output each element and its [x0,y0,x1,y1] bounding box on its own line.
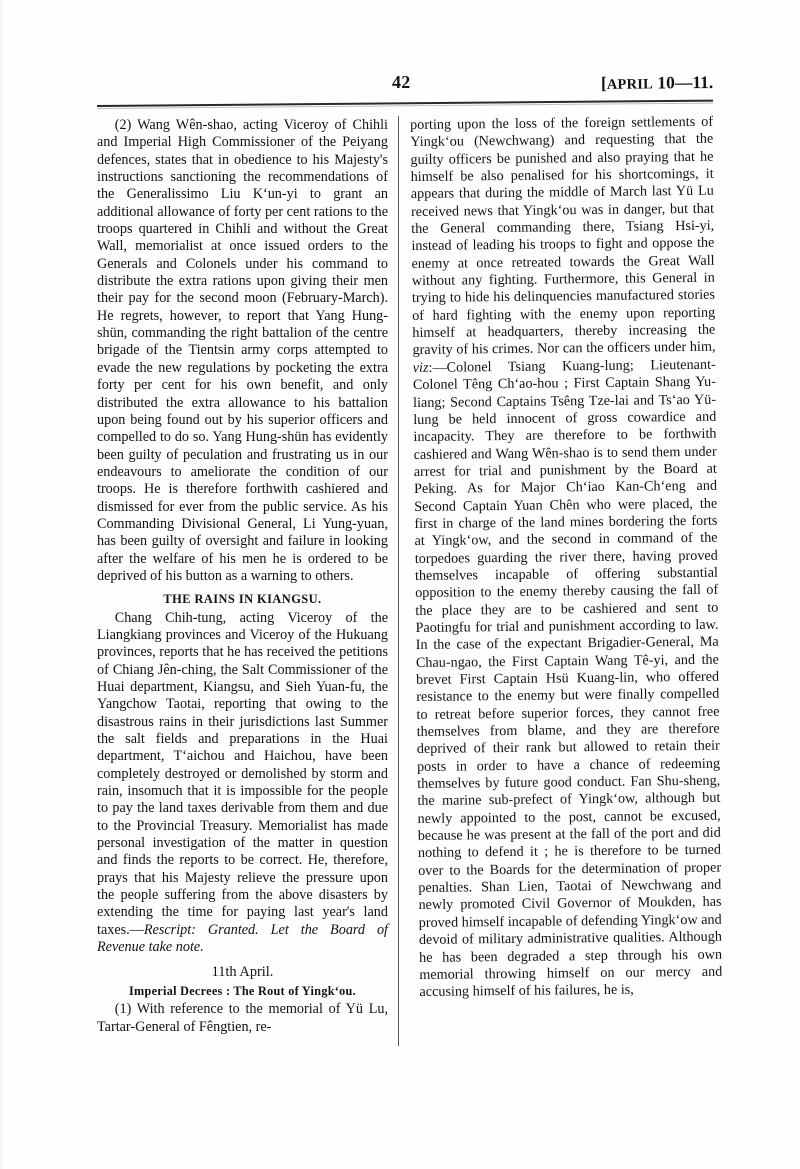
running-head-date-range [601,72,713,94]
column-divider-rule [398,116,399,1046]
header-rule [97,100,713,107]
right-text-column [410,114,723,1002]
running-head [96,72,721,96]
running-head-days: 10—11. [652,72,714,93]
decree-heading-rout-of-yingkou: Imperial Decrees : The Rout of Yingk‘ou. [129,983,356,998]
page-folio-number: 42 [392,72,411,92]
date-heading-11th-april: 11th April. [211,963,274,980]
paragraph-yingkou-part-1: porting upon the loss of the foreign settlements of Yingk‘ou (Newchwang) and requesting that the guilty officers be punished and also praying that he himself be also penalised for his shortcomings, it appears that during the middle of March last Yü Lu received news that Yingk‘ou was in danger, but that the General commanding there, Tsiang Hsi-yi, instead of leading his troops to fight and oppose the enemy at once retreated towards the Great Wall without any fighting. Furthermore, this General in trying to hide his delinquencies manufactured stories of hard fighting with the enemy upon reporting himself at headquarters, thereby increasing the gravity of his crimes. Nor can the officers under him, [410,113,716,359]
viz-italic-abbreviation: viz [412,359,429,376]
left-text-column [97,117,388,1036]
scan-edge-shadow [0,0,3,1169]
paragraph-yingkou-continuation [410,114,723,1002]
paragraph-wang-wen-shao: (2) Wang Wên-shao, acting Viceroy of Chihli and Imperial High Commissioner of the Peiyang defences, states that in obedience to his Majesty's instructions sanctioning the recommendations of the Generalissimo Liu K‘un-yi to grant an additional allowance of forty per cent rations to the troops quartered in Chihli and without the Great Wall, memorialist at once issued orders to the Generals and Colonels under his command to distribute the extra rations upon giving their men their pay for the second moon (February-March). He regrets, however, to report that Yang Hung-shün, commanding the right battalion of the centre brigade of the Tientsin army corps attempted to evade the new regulations by pocketing the extra forty per cent for his own benefit, and only distributed the extra allowance to his battalion upon being found out by his superior officers and compelled to do so. Yang Hung-shün has evidently been guilty of peculation and frustrating us in our endeavours to ameliorate the condition of our troops. He is therefore forthwith cashiered and dismissed for ever from the public service. As his Commanding Divisional General, Li Yung-yuan, has been guilty of oversight and failure in looking after the welfare of his men he is ordered to be deprived of his button as a warning to others. [97,117,388,584]
section-heading-rains-in-kiangsu: THE RAINS IN KIANGSU. [163,592,322,607]
paragraph-yingkou-part-2: :—Colonel Tsiang Kuang-lung; Lieutenant-Colonel Têng Ch‘ao-hou ; First Captain Shang Yu-liang; Second Captains Tsêng Tze-lai and Ts‘ao Yü-lung be held innocent of gross cowardice and incapacity. They are therefore to be forthwith cashiered and Wang Wên-shao is to send them under arrest for trial and punishment by the Board at Peking. As for Major Ch‘iao Kan-Ch‘eng and Second Captain Yuan Chên who were placed, the first in charge of the land mines bordering the forts at Yingk‘ow, and the second in command of the torpedoes guarding the river there, having proved themselves incapable of offering substantial opposition to the enemy thereby causing the fall of the place they are to be cashiered and sent to Paotingfu for trial and punishment according to law. In the case of the expectant Brigadier-General, Ma Chau-ngao, the First Captain Wang Tê-yi, and the brevet First Captain Hsü Kuang-lin, who offered resistance to the enemy but were finally compelled to retreat before superior forces, they cannot free themselves from blame, and they are therefore deprived of their rank but allowed to retain their posts in order to have a chance of redeeming themselves by future good conduct. Fan Shu-sheng, the marine sub-prefect of Yingk‘ow, although but newly appointed to the post, cannot be excused, because he was present at the fall of the port and did nothing to defend it ; he is therefore to be turned over to the Boards for the determination of proper penalties. Shan Lien, Taotai of Newchwang and newly promoted Civil Governor of Moukden, has proved himself incapable of defending Yingk‘ow and devoid of military administrative qualities. Although he has been degraded a step through his own memorial throwing himself on our mercy and accusing himself of his failures, he is, [412,356,723,1001]
running-head-month: APRIL [606,76,653,93]
paragraph-yu-lu-memorial: (1) With reference to the memorial of Yü Lu, Tartar-General of Fêngtien, re- [97,1001,388,1035]
rescript-italic-note: Rescript: Granted. Let the Board of Revenue take note. [97,921,388,956]
paragraph-chang-chih-tung [97,610,388,957]
paragraph-chang-chih-tung-body: Chang Chih-tung, acting Viceroy of the Liangkiang provinces and Viceroy of the Hukuang provinces, reports that he has received the petitions of Chiang Jên-ching, the Salt Commissioner of the Huai department, Kiangsu, and Sieh Yuan-fu, the Yangchow Taotai, reporting that owing to the disastrous rains in their jurisdictions last Summer the salt fields and preparations in the Huai department, T‘aichou and Haichou, have been completely destroyed or demolished by storm and rain, insomuch that it is impossible for the people to pay the land taxes derivable from them and due to the Provincial Treasury. Memorialist has made personal investigation of the matter in question and finds the reports to be correct. He, therefore, prays that his Majesty relieve the pressure upon the people suffering from the above disasters by extending the time for paying last year's land taxes.— [97,609,388,938]
bracket-glyph: [ [600,72,607,93]
